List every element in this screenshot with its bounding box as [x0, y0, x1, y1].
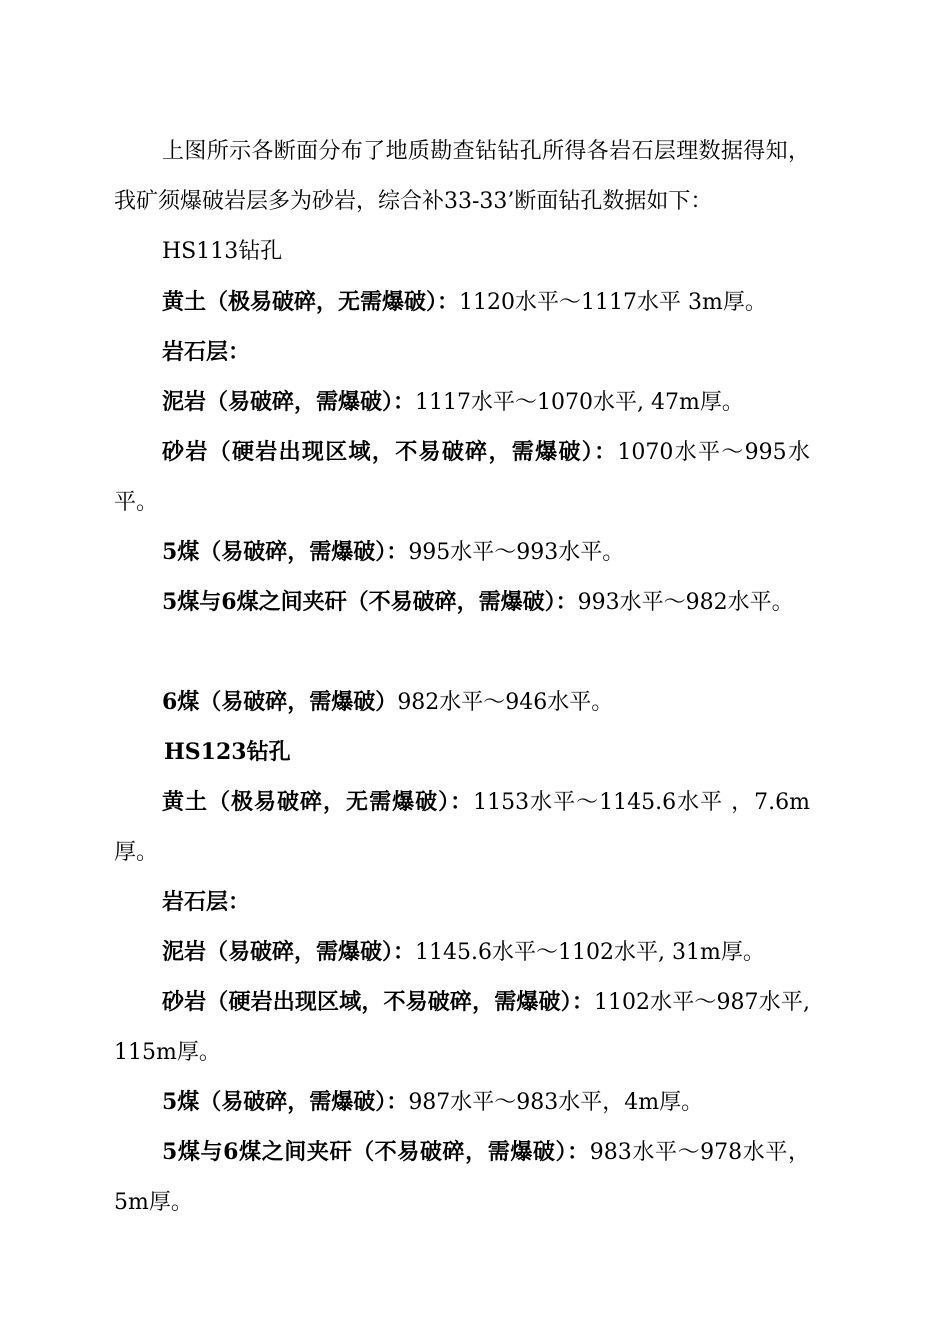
hs113-mudstone-label: 泥岩（易破碎，需爆破）：: [162, 389, 416, 415]
hs123-sandstone: [114, 977, 810, 1078]
hs113-mudstone-value: 1117水平～1070水平, 47m厚。: [415, 390, 744, 415]
hs113-parting-label: 5煤与6煤之间夹矸（不易破碎，需爆破）：: [162, 589, 578, 615]
intro-paragraph: 上图所示各断面分布了地质勘查钻钻孔所得各岩石层理数据得知，我矿须爆破岩层多为砂岩，综合补33-33’断面钻孔数据如下：: [114, 139, 810, 214]
hs113-parting-value: 993水平～982水平。: [577, 590, 794, 615]
hs113-coal5: [162, 527, 624, 578]
hs123-mudstone-label: 泥岩（易破碎，需爆破）：: [162, 939, 416, 965]
hs123-loess-label: 黄土（极易破碎，无需爆破）：: [162, 789, 474, 815]
hs123-coal5-value: 987水平～983水平，4m厚。: [408, 1090, 704, 1115]
hs113-loess-label: 黄土（极易破碎，无需爆破）：: [162, 289, 460, 315]
hs123-rock-layer: [162, 877, 250, 928]
hs123-parting-label: 5煤与6煤之间夹矸（不易破碎，需爆破）：: [162, 1139, 590, 1165]
hs123-sandstone-value: 1102水平～987水平, 115m厚。: [114, 990, 810, 1065]
hs113-loess: [162, 277, 767, 328]
hs123-coal5-label: 5煤（易破碎，需爆破）：: [162, 1089, 409, 1115]
hs123-coal5: [162, 1077, 703, 1128]
hs113-rock-layer-label: 岩石层：: [162, 339, 251, 365]
hs123-title-text: HS123钻孔: [164, 739, 291, 765]
hs113-rock-layer: [162, 327, 250, 378]
hs113-coal6-label: 6煤（易破碎，需爆破）: [162, 689, 398, 715]
hs123-mudstone-value: 1145.6水平～1102水平, 31m厚。: [415, 940, 765, 965]
hs113-title: HS113钻孔: [162, 239, 283, 264]
hs123-title: [164, 727, 291, 778]
hs113-mudstone: [162, 377, 744, 428]
hs123-loess: [114, 777, 810, 878]
hs123-sandstone-label: 砂岩（硬岩出现区域，不易破碎，需爆破）：: [162, 989, 594, 1015]
hs113-sandstone: [114, 427, 810, 528]
hs113-sandstone-label: 砂岩（硬岩出现区域，不易破碎，需爆破）：: [162, 439, 618, 465]
hs113-coal6: [162, 677, 613, 728]
hs113-sandstone-value: 1070水平～995水平。: [114, 440, 810, 515]
hs113-coal6-value: 982水平～946水平。: [397, 690, 614, 715]
hs123-loess-value: 1153水平～1145.6水平 ，7.6m厚。: [114, 790, 810, 865]
hs123-parting: [114, 1127, 810, 1228]
hs123-mudstone: [162, 927, 765, 978]
hs113-coal5-value: 995水平～993水平。: [408, 540, 625, 565]
hs113-coal5-label: 5煤（易破碎，需爆破）：: [162, 539, 409, 565]
hs113-parting: [114, 577, 810, 628]
hs123-parting-value: 983水平～978水平，5m厚。: [114, 1140, 810, 1215]
hs113-loess-value: 1120水平～1117水平 3m厚。: [459, 290, 767, 315]
hs123-rock-layer-label: 岩石层：: [162, 889, 251, 915]
